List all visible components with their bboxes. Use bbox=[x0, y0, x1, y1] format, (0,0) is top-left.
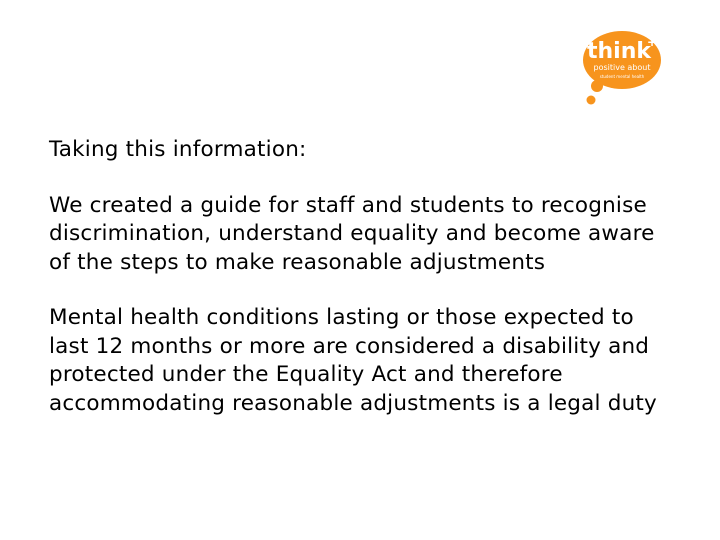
logo-plus-icon: + bbox=[647, 35, 658, 49]
guide-paragraph: We created a guide for staff and students to recognise discrimination, understand equality and become aware of the steps to make reasonable adjustments bbox=[49, 192, 655, 275]
think-positive-logo bbox=[572, 30, 664, 110]
section-heading: Taking this information: bbox=[49, 137, 307, 162]
logo-tagline: student mental health bbox=[599, 74, 645, 79]
equality-act-paragraph: Mental health conditions lasting or those expected to last 12 months or more are considered a disability and protected under the Equality Act and therefore accommodating reasonable adjustments is a legal duty bbox=[49, 305, 657, 416]
speech-bubble-logo-icon bbox=[572, 30, 664, 110]
logo-word: think bbox=[586, 39, 652, 64]
slide-content bbox=[49, 136, 679, 418]
logo-subtitle: positive about bbox=[593, 63, 651, 72]
